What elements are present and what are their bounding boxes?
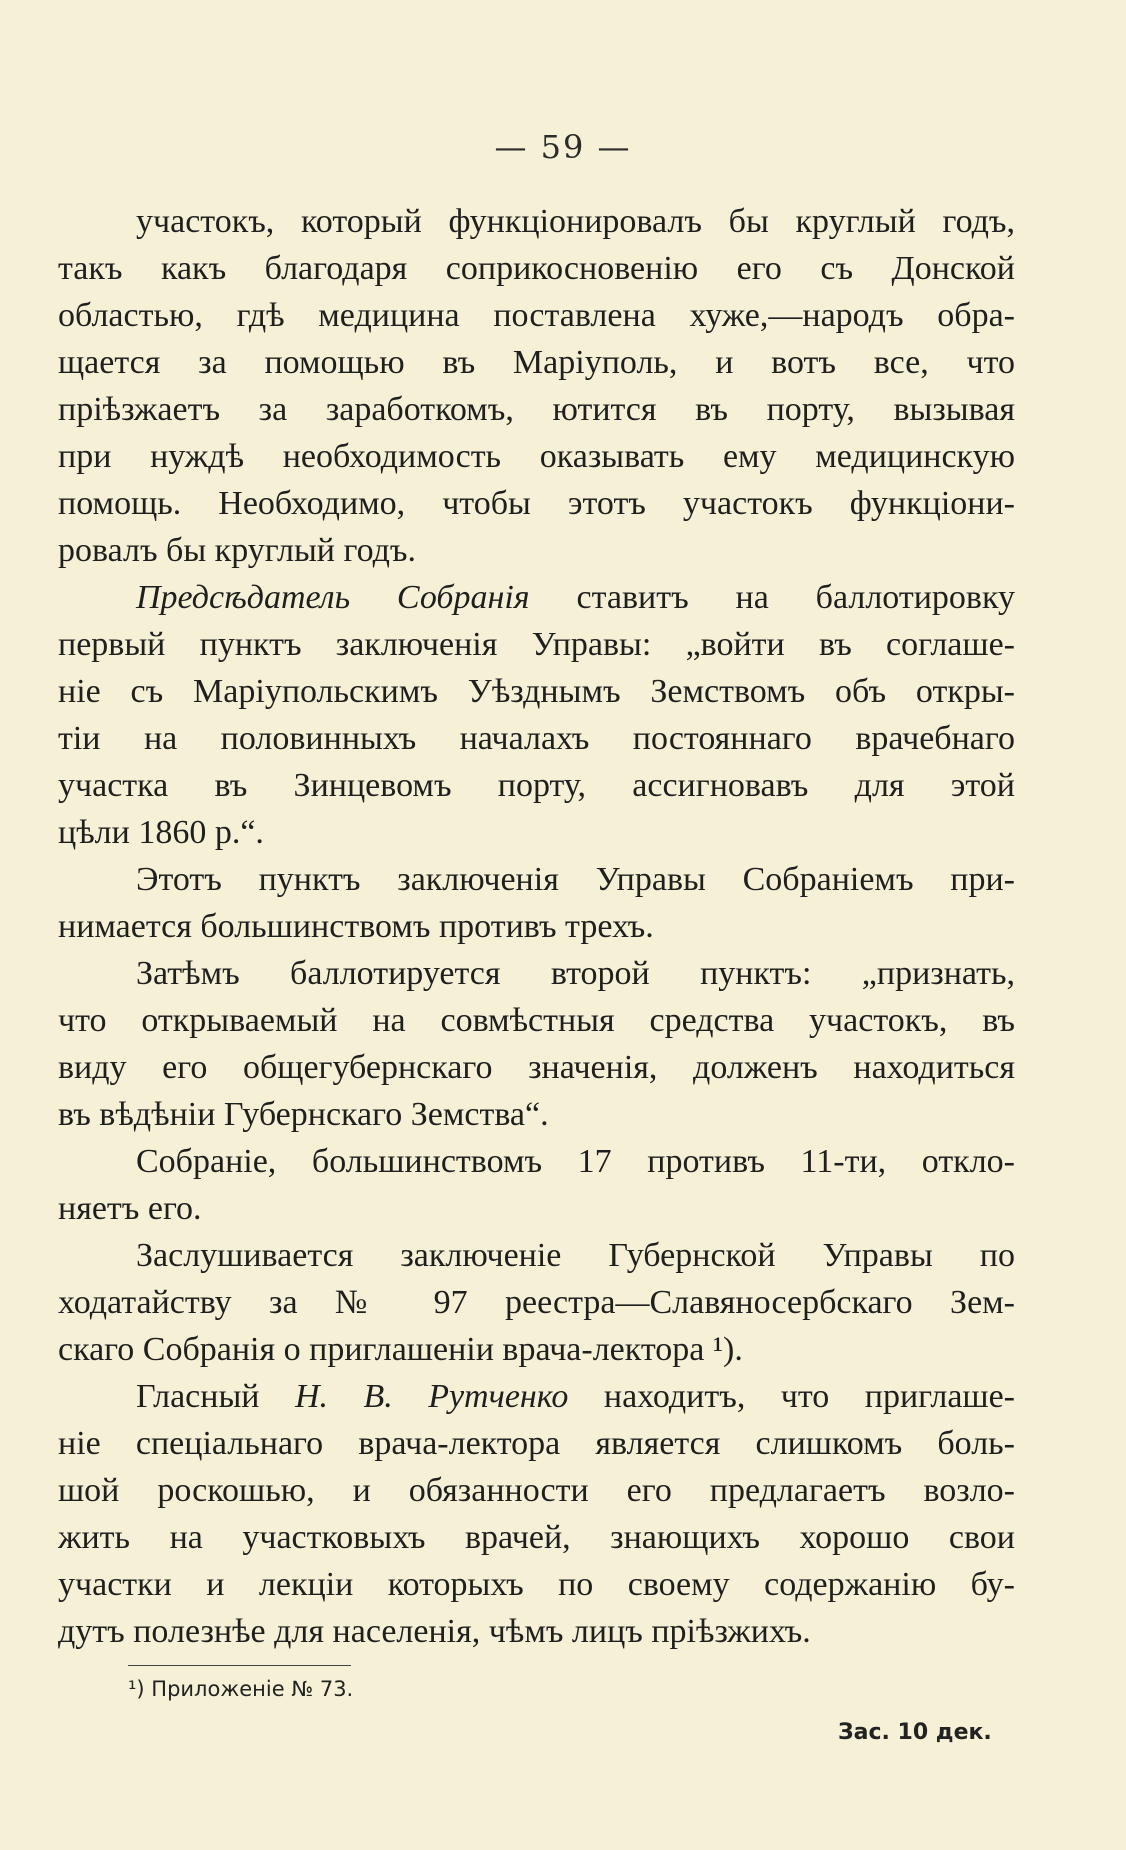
lead-text: Гласный [136, 1378, 295, 1415]
text-line: Заслушивается заключеніе Губернской Управы по [136, 1237, 1015, 1274]
speaker-name: Н. В. Рутченко [294, 1378, 569, 1415]
text-line: первый пунктъ заключенія Управы: „войти въ соглаше- [58, 626, 1015, 663]
text-line: няетъ его. [58, 1190, 202, 1227]
text-line: Затѣмъ баллотируется второй пунктъ: „признать, [136, 955, 1015, 992]
footnote-rule [128, 1665, 351, 1666]
text-line: такъ какъ благодаря соприкосновенію его съ Донской [58, 250, 1015, 287]
text-line: скаго Собранія о приглашеніи врача-лектора ¹). [58, 1331, 743, 1368]
footnote: ¹) Приложеніе № 73. [128, 1677, 354, 1701]
text-line [58, 575, 1015, 621]
text-line: ходатайству за № 97 реестра—Славяносербскаго Зем- [58, 1284, 1015, 1321]
text-line: Этотъ пунктъ заключенія Управы Собраніемъ при- [136, 861, 1015, 898]
signature-mark: Зас. 10 дек. [838, 1720, 992, 1745]
text-line: виду его общегубернскаго значенія, долженъ находиться [58, 1049, 1015, 1086]
text-line: шой роскошью, и обязанности его предлагаетъ возло- [58, 1472, 1015, 1509]
text-line: при нуждѣ необходимость оказывать ему медицинскую [58, 438, 1015, 475]
text-line: ніе съ Маріупольскимъ Уѣзднымъ Земствомъ объ откры- [58, 673, 1015, 710]
text-line: участка въ Зинцевомъ порту, ассигновавъ для этой [58, 767, 1015, 804]
line-text: находитъ, что приглаше- [568, 1378, 1016, 1415]
text-line: тіи на половинныхъ началахъ постояннаго врачебнаго [58, 720, 1015, 757]
text-line: помощь. Необходимо, чтобы этотъ участокъ функціони- [58, 485, 1015, 522]
text-line: что открываемый на совмѣстныя средства участокъ, въ [58, 1002, 1015, 1039]
text-line: участокъ, который функціонировалъ бы круглый годъ, [136, 203, 1015, 240]
line-text: ставитъ на баллотировку [529, 579, 1015, 616]
text-line: дутъ полезнѣе для населенія, чѣмъ лицъ пріѣзжихъ. [58, 1613, 811, 1650]
text-line: щается за помощью въ Маріуполь, и вотъ все, что [58, 344, 1015, 381]
text-line: цѣли 1860 р.“. [58, 814, 264, 851]
text-line: участки и лекціи которыхъ по своему содержанію бу- [58, 1566, 1015, 1603]
text-line [58, 1374, 1015, 1420]
page-number: — 59 — [494, 128, 632, 166]
text-line: ровалъ бы круглый годъ. [58, 532, 416, 569]
text-line: областью, гдѣ медицина поставлена хуже,—народъ обра- [58, 297, 1015, 334]
text-line: ніе спеціальнаго врача-лектора является слишкомъ боль- [58, 1425, 1015, 1462]
text-line: жить на участковыхъ врачей, знающихъ хорошо свои [58, 1519, 1015, 1556]
text-line: въ вѣдѣніи Губернскаго Земства“. [58, 1096, 549, 1133]
text-line: нимается большинствомъ противъ трехъ. [58, 908, 654, 945]
text-line: Собраніе, большинствомъ 17 противъ 11-ти, откло- [136, 1143, 1015, 1180]
text-line: пріѣзжаетъ за заработкомъ, ютится въ порту, вызывая [58, 391, 1015, 428]
speaker-name: Предсѣдатель Собранія [136, 579, 530, 616]
